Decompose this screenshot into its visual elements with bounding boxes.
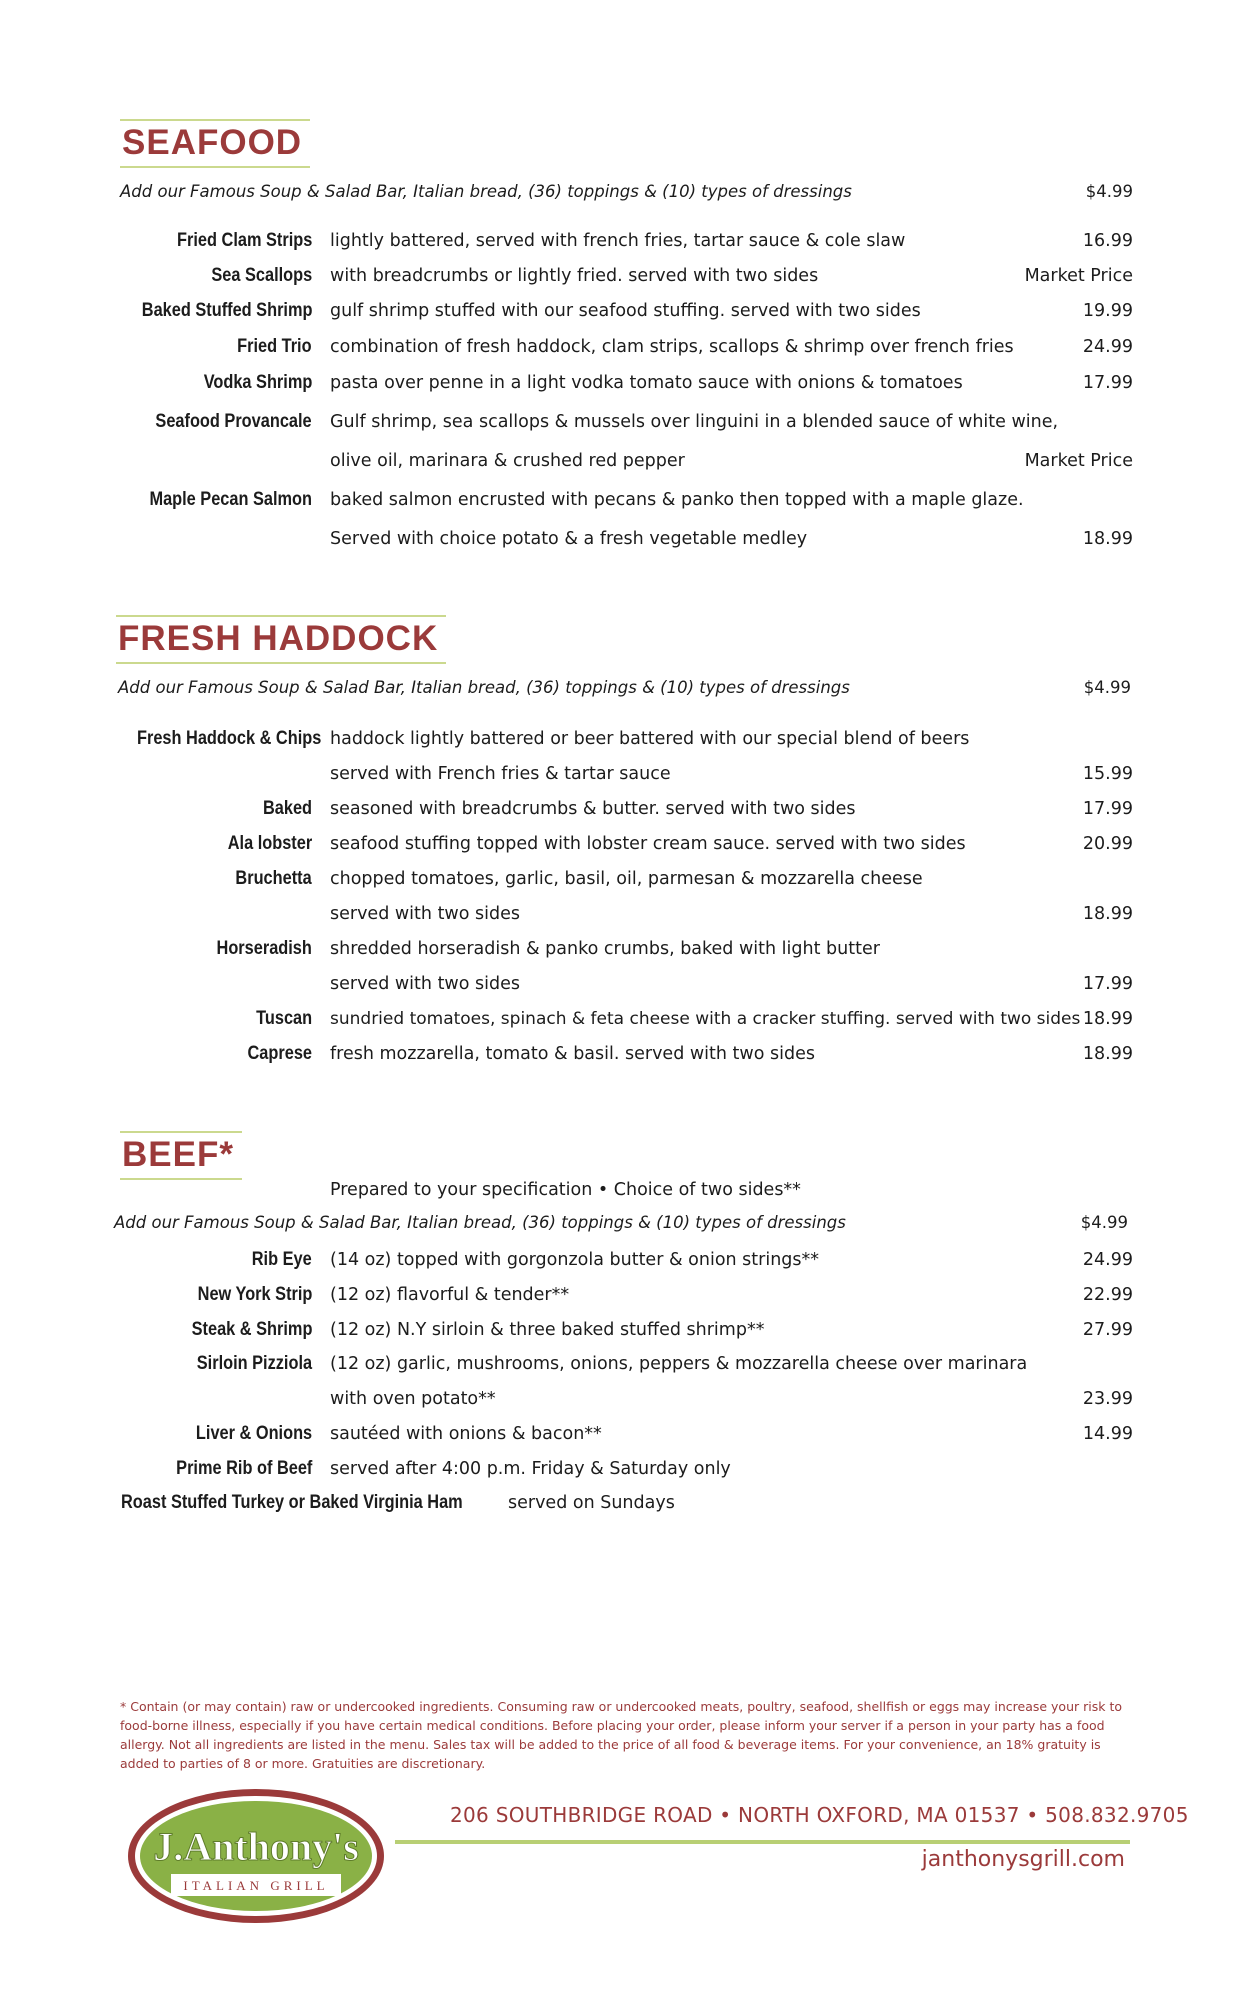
beef-salad-bar-note: Add our Famous Soup & Salad Bar, Italian bread, (36) toppings & (10) types of dressings — [114, 1213, 846, 1232]
item-description: pasta over penne in a light vodka tomato sauce with onions & tomatoes — [330, 373, 963, 393]
menu-item-continuation — [0, 450, 1241, 486]
seafood-salad-bar-note: Add our Famous Soup & Salad Bar, Italian bread, (36) toppings & (10) types of dressings — [120, 182, 852, 201]
menu-item — [0, 489, 1241, 525]
item-name: Caprese — [247, 1043, 312, 1064]
item-price: 15.99 — [1082, 764, 1133, 784]
item-description-line2: served with two sides — [330, 974, 520, 994]
item-description: baked salmon encrusted with pecans & panko then topped with a maple glaze. — [330, 490, 1024, 510]
item-description: Gulf shrimp, sea scallops & mussels over linguini in a blended sauce of white wine, — [330, 412, 1059, 432]
item-name: Ala lobster — [227, 833, 312, 854]
seafood-salad-bar-price: $4.99 — [1085, 182, 1133, 201]
item-name: Bruchetta — [235, 868, 312, 889]
menu-item — [0, 833, 1241, 869]
item-name: Rib Eye — [252, 1249, 312, 1270]
item-description: shredded horseradish & panko crumbs, baked with light butter — [330, 939, 880, 959]
menu-item — [0, 1458, 1241, 1494]
item-price: 20.99 — [1082, 834, 1133, 854]
menu-item-continuation — [0, 903, 1241, 939]
menu-item — [0, 336, 1241, 372]
item-name: Vodka Shrimp — [203, 372, 312, 393]
item-description-line2: olive oil, marinara & crushed red pepper — [330, 451, 685, 471]
item-price: Market Price — [1024, 451, 1133, 471]
item-price: 18.99 — [1082, 1044, 1133, 1064]
item-description: seasoned with breadcrumbs & butter. served with two sides — [330, 799, 856, 819]
item-name: Sea Scallops — [211, 265, 312, 286]
item-name: New York Strip — [197, 1284, 312, 1305]
item-price: 17.99 — [1082, 373, 1133, 393]
menu-item — [0, 1008, 1241, 1044]
item-price: 24.99 — [1082, 337, 1133, 357]
item-name: Fried Clam Strips — [176, 230, 312, 251]
beef-subtitle: Prepared to your specification • Choice of two sides** — [330, 1180, 801, 1200]
logo-name: J.Anthony's — [153, 1824, 359, 1869]
item-name: Horseradish — [216, 938, 312, 959]
item-description: gulf shrimp stuffed with our seafood stuffing. served with two sides — [330, 301, 921, 321]
item-description: sundried tomatoes, spinach & feta cheese with a cracker stuffing. served with two sides — [330, 1009, 1081, 1029]
item-description: served after 4:00 p.m. Friday & Saturday only — [330, 1459, 731, 1479]
item-price: 18.99 — [1082, 529, 1133, 549]
menu-item — [0, 868, 1241, 904]
menu-item-continuation — [0, 1388, 1241, 1424]
item-price: Market Price — [1024, 266, 1133, 286]
haddock-salad-bar-price: $4.99 — [1083, 678, 1131, 697]
item-price: 18.99 — [1082, 904, 1133, 924]
item-name: Fresh Haddock & Chips — [136, 728, 321, 749]
item-price: 18.99 — [1082, 1009, 1133, 1029]
item-description-line2: with oven potato** — [330, 1389, 496, 1409]
item-description: lightly battered, served with french fries, tartar sauce & cole slaw — [330, 231, 906, 251]
menu-item — [0, 728, 1241, 764]
website-link[interactable]: janthonysgrill.com — [921, 1847, 1125, 1872]
item-description: haddock lightly battered or beer battered with our special blend of beers — [330, 729, 970, 749]
item-description: (12 oz) flavorful & tender** — [330, 1285, 570, 1305]
item-name: Sirloin Pizziola — [196, 1353, 312, 1374]
item-price: 27.99 — [1082, 1320, 1133, 1340]
item-name: Liver & Onions — [195, 1423, 312, 1444]
menu-item — [0, 411, 1241, 447]
item-description: served on Sundays — [508, 1493, 675, 1513]
menu-item — [0, 1319, 1241, 1355]
footer-divider — [395, 1840, 1130, 1844]
item-name: Maple Pecan Salmon — [149, 489, 312, 510]
logo-subtitle: ITALIAN GRILL — [183, 1878, 329, 1893]
beef-heading: BEEF* — [120, 1137, 242, 1178]
menu-item — [0, 265, 1241, 301]
item-description: combination of fresh haddock, clam strips, scallops & shrimp over french fries — [330, 337, 1014, 357]
item-name: Baked Stuffed Shrimp — [141, 300, 312, 321]
item-description-line2: Served with choice potato & a fresh vegetable medley — [330, 529, 808, 549]
menu-item — [0, 300, 1241, 336]
item-name: Seafood Provancale — [155, 411, 312, 432]
item-description: seafood stuffing topped with lobster cream sauce. served with two sides — [330, 834, 966, 854]
item-price: 19.99 — [1082, 301, 1133, 321]
item-description-line2: served with two sides — [330, 904, 520, 924]
menu-item-continuation — [0, 763, 1241, 799]
item-price: 24.99 — [1082, 1250, 1133, 1270]
menu-item-continuation — [0, 528, 1241, 564]
item-price: 17.99 — [1082, 974, 1133, 994]
item-price: 22.99 — [1082, 1285, 1133, 1305]
item-price: 23.99 — [1082, 1389, 1133, 1409]
restaurant-logo — [125, 1786, 387, 1926]
allergy-disclaimer: * Contain (or may contain) raw or undercooked ingredients. Consuming raw or undercooked meats, poultry, seafood, shellfish or eggs may increase your risk to food-borne illness, especially if you have certain medical conditions. Before placing your order, please inform your server if a person in your party has a food allergy. Not all ingredients are listed in the menu. Sales tax will be added to the price of all food & beverage items. For your convenience, an 18% gratuity is added to parties of 8 or more. Gratuities are discretionary. — [120, 1699, 1123, 1771]
menu-item — [0, 372, 1241, 408]
item-name: Fried Trio — [237, 336, 312, 357]
menu-item — [0, 230, 1241, 266]
item-name: Roast Stuffed Turkey or Baked Virginia Ham — [121, 1492, 463, 1513]
seafood-heading: SEAFOOD — [120, 125, 310, 166]
menu-item — [0, 1249, 1241, 1285]
item-description: sautéed with onions & bacon** — [330, 1424, 602, 1444]
menu-item — [0, 1043, 1241, 1079]
item-description-line2: served with French fries & tartar sauce — [330, 764, 671, 784]
menu-item — [0, 1353, 1241, 1389]
item-description: chopped tomatoes, garlic, basil, oil, parmesan & mozzarella cheese — [330, 869, 923, 889]
restaurant-address: 206 SOUTHBRIDGE ROAD • NORTH OXFORD, MA 01537 • 508.832.9705 — [450, 1803, 1189, 1827]
menu-item — [0, 938, 1241, 974]
menu-item — [0, 1284, 1241, 1320]
menu-item — [0, 1423, 1241, 1459]
item-name: Steak & Shrimp — [191, 1319, 312, 1340]
beef-salad-bar-price: $4.99 — [1080, 1213, 1128, 1232]
menu-item-continuation — [0, 973, 1241, 1009]
item-description: (12 oz) garlic, mushrooms, onions, peppers & mozzarella cheese over marinara — [330, 1354, 1028, 1374]
item-price: 14.99 — [1082, 1424, 1133, 1444]
item-price: 16.99 — [1082, 231, 1133, 251]
item-description: with breadcrumbs or lightly fried. served with two sides — [330, 266, 819, 286]
item-description: (12 oz) N.Y sirloin & three baked stuffed shrimp** — [330, 1320, 765, 1340]
item-description: (14 oz) topped with gorgonzola butter & onion strings** — [330, 1250, 820, 1270]
haddock-salad-bar-note: Add our Famous Soup & Salad Bar, Italian bread, (36) toppings & (10) types of dressings — [118, 678, 850, 697]
item-name: Baked — [262, 798, 312, 819]
item-name: Tuscan — [256, 1008, 312, 1029]
haddock-heading: FRESH HADDOCK — [116, 621, 446, 662]
item-description: fresh mozzarella, tomato & basil. served with two sides — [330, 1044, 815, 1064]
item-name: Prime Rib of Beef — [175, 1458, 312, 1479]
menu-item — [0, 798, 1241, 834]
item-price: 17.99 — [1082, 799, 1133, 819]
menu-item — [0, 1492, 1241, 1528]
